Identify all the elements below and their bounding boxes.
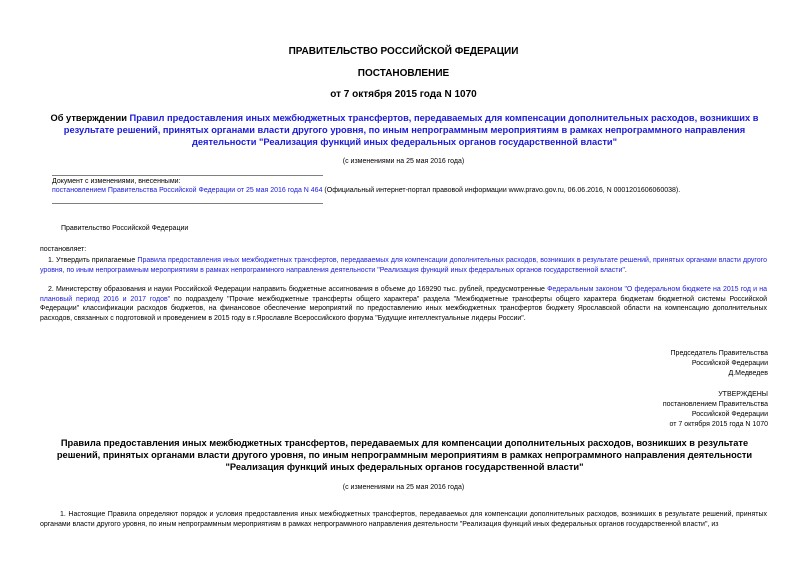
item2-suffix: по подразделу "Прочие межбюджетные трансферты общего характера" раздела "Межбюджетные трансферты общего характера бюджетам бюджетной системы Российской Федерации" классификации расходов бюджетов, на финансовое обеспечение мероприятий по предоставлению иных межбюджетных трансфертов бюджету Ярославской области на компенсацию дополнительных расходов, связанных с подготовкой и проведением в 2015 году в г.Ярославле Всероссийского форума "Будущие интеллектуальные лидеры России". — [40, 295, 767, 322]
document-title — [42, 112, 767, 148]
rules-title: Правила предоставления иных межбюджетных трансфертов, передаваемых для компенсации дополнительных расходов, возникших в результате решений, принятых органами власти другого уровня, по иным непрограммным мероприятиям в рамках непрограммного направления деятельности "Реализация функций иных федеральных органов государственной власти" — [56, 438, 753, 472]
changes-text — [52, 186, 772, 196]
changes-rule-top — [52, 175, 323, 176]
item1-suffix: . — [624, 266, 627, 274]
approval-line-1: постановлением Правительства — [662, 401, 768, 408]
title-prefix: Об утверждении — [50, 113, 130, 123]
government-heading: ПРАВИТЕЛЬСТВО РОССИЙСКОЙ ФЕДЕРАЦИИ — [288, 46, 519, 57]
rules-amendment-note: (с изменениями на 25 мая 2016 года) — [342, 484, 465, 491]
changes-rest: (Официальный интернет-портал правовой информации www.pravo.gov.ru, 06.06.2016, N 0001201606060038). — [322, 187, 681, 194]
approval-label: УТВЕРЖДЕНЫ — [718, 391, 768, 398]
item2-link[interactable]: Федеральным законом "О федеральном бюджете на 2015 год и на плановый период 2016 и 2017 годов" — [40, 286, 767, 303]
approval-line-3: от 7 октября 2015 года N 1070 — [669, 421, 768, 428]
decrees-label: постановляет: — [40, 246, 87, 253]
decree-item-2 — [40, 285, 767, 323]
issuer: Правительство Российской Федерации — [61, 225, 189, 232]
document-date-number: от 7 октября 2015 года N 1070 — [330, 89, 477, 100]
item2-prefix: 2. Министерству образования и науки Российской Федерации направить бюджетные ассигнования в объеме до 169290 тыс. рублей, предусмотренные — [48, 286, 548, 293]
rules-item-1: 1. Настоящие Правила определяют порядок и условия предоставления иных межбюджетных трансфертов, передаваемых для компенсации дополнительных расходов, возникших в результате решений, принятых органами власти другого уровня, по иным непрограммным мероприятиям в рамках непрограммного направления деятельности "Реализация функций иных федеральных органов государственной власти", из — [40, 511, 767, 528]
signature-position: Председатель Правительства — [670, 350, 768, 357]
document-type: ПОСТАНОВЛЕНИЕ — [357, 68, 450, 79]
signature-name: Д.Медведев — [728, 370, 768, 377]
decree-item-1 — [40, 256, 767, 275]
signature-country: Российской Федерации — [691, 360, 768, 367]
changes-heading: Документ с изменениями, внесенными: — [52, 178, 181, 185]
item1-prefix: 1. Утвердить прилагаемые — [48, 257, 138, 264]
changes-rule-bottom — [52, 203, 323, 204]
item1-link[interactable]: Правила предоставления иных межбюджетных трансфертов, передаваемых для компенсации дополнительных расходов, возникших в результате решений, принятых органами власти другого уровня, по иным непрограммным мероприятиям в рамках непрограммного направления деятельности "Реализация функций иных федеральных органов государственной власти" — [40, 257, 767, 274]
changes-link[interactable]: постановлением Правительства Российской Федерации от 25 мая 2016 года N 464 — [52, 187, 323, 194]
title-amendment-note: (с изменениями на 25 мая 2016 года) — [342, 158, 465, 165]
title-link[interactable]: Правил предоставления иных межбюджетных трансфертов, передаваемых для компенсации дополнительных расходов, возникших в результате решений, принятых органами власти другого уровня, по иным непрограммным мероприятиям в рамках непрограммного направления деятельности "Реализация функций иных федеральных органов государственной власти" — [63, 113, 759, 147]
approval-line-2: Российской Федерации — [691, 411, 768, 418]
